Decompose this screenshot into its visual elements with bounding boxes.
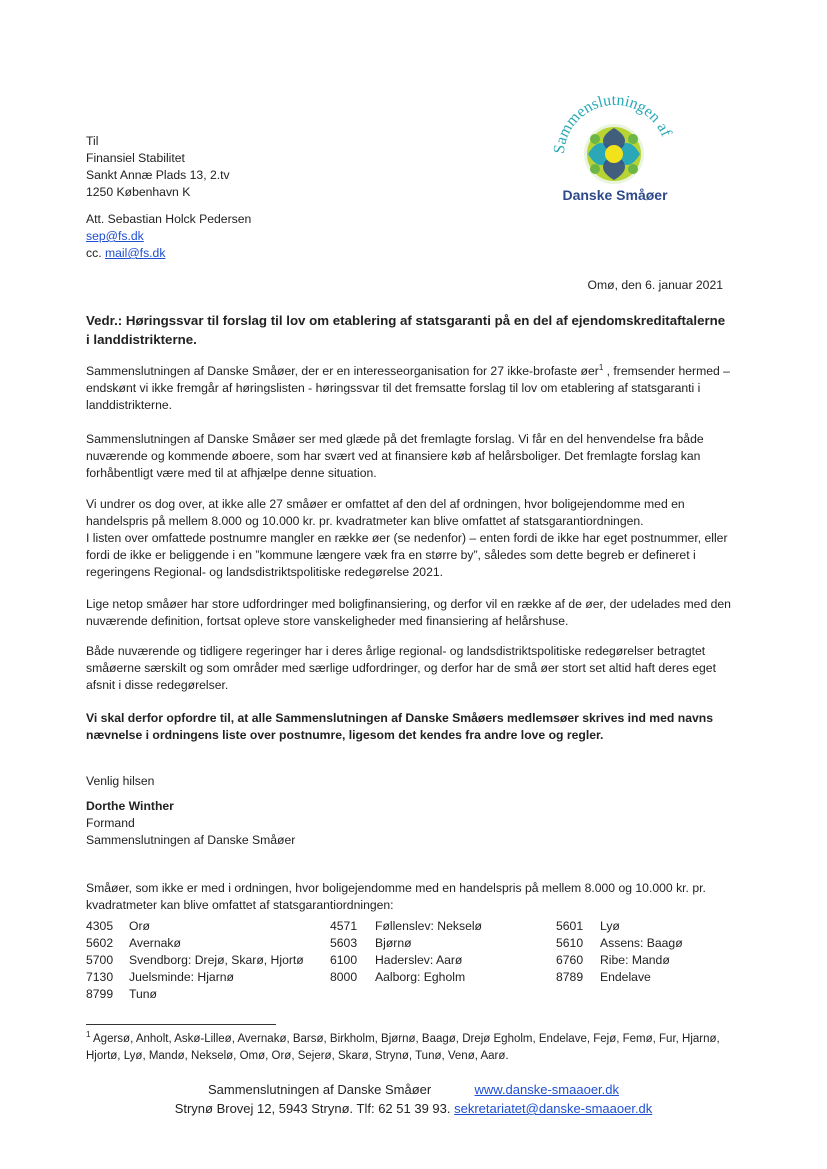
postcode-island: Lyø bbox=[600, 919, 620, 933]
body-paragraph-1: Sammenslutningen af Danske Småøer, der er en interesseorganisation for 27 ikke-brofaste øer$^1$ , fremsender hermed – endskønt vi ikke fremgår af høringslisten - høringssvar til det fremsatte forslag til lov om etablering af statsgaranti i landdistrikterne. bbox=[86, 362, 730, 412]
postcode-island: Bjørnø bbox=[375, 936, 412, 950]
postcode-code: 4305 bbox=[86, 919, 114, 933]
recipient-line-1: Til bbox=[86, 134, 99, 148]
footer-organization: Sammenslutningen af Danske Småøer bbox=[207, 1082, 432, 1097]
postcode-island: Tunø bbox=[129, 987, 157, 1001]
postcode-code: 6100 bbox=[330, 953, 358, 967]
postcode-island: Haderslev: Aarø bbox=[375, 953, 463, 967]
postcode-island: Juelsminde: Hjarnø bbox=[129, 970, 234, 984]
postcode-island: Avernakø bbox=[129, 936, 181, 950]
footer-website-link[interactable]: www.danske-smaaoer.dk bbox=[474, 1082, 620, 1097]
recipient-line-4: 1250 København K bbox=[86, 185, 191, 199]
signature-block bbox=[86, 773, 295, 849]
postcode-code: 5603 bbox=[330, 936, 358, 950]
postcode-code: 7130 bbox=[86, 970, 114, 984]
postcode-island: Ribe: Mandø bbox=[600, 953, 670, 967]
body-paragraph-5: Lige netop småøer har store udfordringer med boligfinansiering, og derfor vil en række af de øer, der udelades med den nuværende definition, fortsat opleve store vanskeligheder med finansiering af helårshuse. bbox=[86, 597, 731, 628]
postcode-code: 4571 bbox=[330, 919, 358, 933]
postcode-code: 5601 bbox=[556, 919, 584, 933]
logo-emblem bbox=[548, 92, 683, 224]
postcodes-table bbox=[0, 918, 827, 1008]
postcode-code: 6760 bbox=[556, 953, 584, 967]
body-paragraph-3: Vi undrer os dog over, at ikke alle 27 småøer er omfattet af den del af ordningen, hvor boligejendomme med en handelspris på mellem 8.000 og 10.000 kr. pr. kvadratmeter kan blive omfattet af statsgarantiordningen. bbox=[86, 497, 685, 528]
body-paragraph-7-request: Vi skal derfor opfordre til, at alle Sammenslutningen af Danske Småøers medlemsøer skrives ind med navns nævnelse i ordningens liste over postnumre, ligesom det kendes fra andre love og regler. bbox=[86, 711, 713, 742]
postcodes-intro: Småøer, som ikke er med i ordningen, hvor boligejendomme med en handelspris på mellem 8.000 og 10.000 kr. pr. kvadratmeter kan blive omfattet af statsgarantiordningen: bbox=[86, 881, 706, 912]
footnote-text: Agersø, Anholt, Askø-Lilleø, Avernakø, Barsø, Birkholm, Bjørnø, Baagø, Drejø Egholm, Endelave, Fejø, Femø, Fur, Hjarnø, Hjortø, Lyø, Mandø, Nekselø, Omø, Orø, Sejerø, Skarø, Strynø, Tunø, Venø, Aarø. bbox=[86, 1033, 720, 1062]
recipient-line-3: Sankt Annæ Plads 13, 2.tv bbox=[86, 168, 230, 182]
recipient-line-2: Finansiel Stabilitet bbox=[86, 151, 185, 165]
postcode-code: 8789 bbox=[556, 970, 584, 984]
postcode-island: Endelave bbox=[600, 970, 651, 984]
postcode-code: 5700 bbox=[86, 953, 114, 967]
organization-logo bbox=[548, 92, 683, 224]
body-paragraph-4: I listen over omfattede postnumre mangler en række øer (se nedenfor) – enten fordi de ikke har eget postnummer, eller fordi de ikke er beliggende i en ”kommune længere væk fra en større by”, således som dette begreb er defineret i regeringens Regional- og landsdistriktspolitiske redegørelse 2021. bbox=[86, 531, 728, 579]
logo-arc-text: Sammenslutningen af bbox=[550, 92, 675, 155]
footnote-marker: 1 bbox=[86, 1030, 91, 1040]
footnote bbox=[86, 1031, 731, 1065]
footer-address: Strynø Brovej 12, 5943 Strynø. Tlf: 62 51 39 93. bbox=[174, 1101, 451, 1116]
postcode-code: 5610 bbox=[556, 936, 584, 950]
signer-name: Dorthe Winther bbox=[86, 799, 174, 813]
cc-label: cc. bbox=[86, 246, 105, 260]
letter-date: Omø, den 6. januar 2021 bbox=[587, 278, 723, 292]
footnote-separator bbox=[86, 1024, 276, 1025]
postcode-island: Orø bbox=[129, 919, 150, 933]
attention-block bbox=[86, 211, 251, 262]
footer-email-link[interactable]: sekretariatet@danske-smaaoer.dk bbox=[454, 1101, 653, 1116]
postcode-code: 8799 bbox=[86, 987, 114, 1001]
postcode-code: 8000 bbox=[330, 970, 358, 984]
body-paragraph-2: Sammenslutningen af Danske Småøer ser med glæde på det fremlagte forslag. Vi får en del henvendelse fra både nuværende og kommende øboere, som har svært ved at finansiere køb af helårsboliger. Det fremlagte forslag kan forhåbentligt være med til at afhjælpe denne situation. bbox=[86, 432, 704, 480]
attention-line: Att. Sebastian Holck Pedersen bbox=[86, 212, 252, 226]
recipient-address bbox=[86, 133, 230, 201]
greeting: Venlig hilsen bbox=[86, 774, 155, 788]
postcode-island: Føllenslev: Nekselø bbox=[375, 919, 483, 933]
footer-line-1 bbox=[0, 1080, 827, 1099]
logo-name: Danske Småøer bbox=[562, 187, 668, 203]
letter-subject: Vedr.: Høringssvar til forslag til lov om etablering af statsgaranti på en del af ejendomskreditaftalerne i landdistrikterne. bbox=[86, 313, 726, 347]
signer-organization: Sammenslutningen af Danske Småøer bbox=[86, 833, 296, 847]
footnote-reference: 1 bbox=[598, 362, 604, 372]
cc-email-link[interactable]: mail@fs.dk bbox=[104, 246, 166, 260]
postcode-code: 5602 bbox=[86, 936, 114, 950]
signer-title: Formand bbox=[86, 816, 135, 830]
footer-line-2 bbox=[0, 1099, 827, 1118]
postcode-island: Aalborg: Egholm bbox=[375, 970, 466, 984]
recipient-email-link[interactable]: sep@fs.dk bbox=[86, 229, 144, 243]
postcode-island: Assens: Baagø bbox=[600, 936, 683, 950]
body-paragraph-6: Både nuværende og tidligere regeringer har i deres årlige regional- og landsdistriktspolitiske redegørelser betragtet småøerne særskilt og som områder med særlige udfordringer, og derfor har de små øer stort set altid haft deres eget afsnit i disse redegørelser. bbox=[86, 644, 716, 692]
postcode-island: Svendborg: Drejø, Skarø, Hjortø bbox=[129, 953, 304, 967]
